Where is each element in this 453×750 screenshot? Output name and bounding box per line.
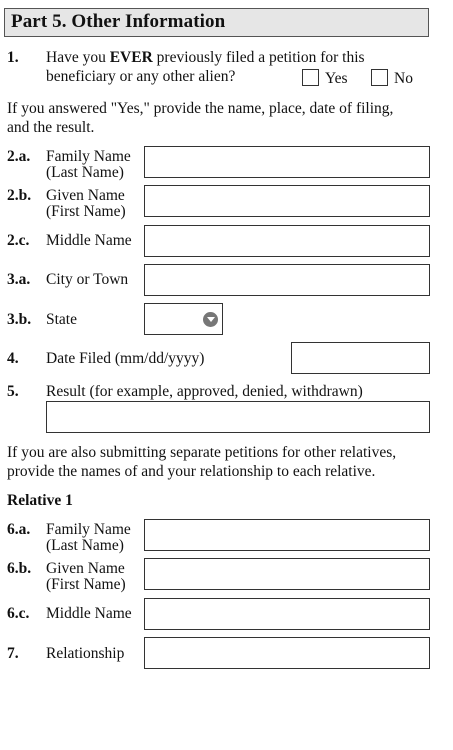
instruction-2-line1: If you are also submitting separate petitions for other relatives, <box>7 444 397 461</box>
relative-middle-name-field[interactable] <box>144 598 430 630</box>
q1-text-pre: Have you <box>46 49 110 66</box>
yes-checkbox[interactable] <box>302 69 319 86</box>
result-field[interactable] <box>46 401 430 433</box>
q3b-number: 3.b. <box>7 311 32 328</box>
relative-given-name-field[interactable] <box>144 558 430 590</box>
instruction-1-line1: If you answered "Yes," provide the name, place, date of filing, <box>7 100 394 117</box>
q3a-label: City or Town <box>46 271 129 288</box>
q6a-label-line1: Family Name <box>46 521 131 538</box>
q6b-number: 6.b. <box>7 560 32 577</box>
q4-label: Date Filed (mm/dd/yyyy) <box>46 350 205 367</box>
q6b-label-line1: Given Name <box>46 560 125 577</box>
q6c-number: 6.c. <box>7 605 30 622</box>
section-title: Part 5. Other Information <box>11 11 226 32</box>
q4-number: 4. <box>7 350 19 367</box>
q2b-number: 2.b. <box>7 187 32 204</box>
q1-number: 1. <box>7 49 19 66</box>
section-header <box>4 8 429 37</box>
q2a-number: 2.a. <box>7 148 31 165</box>
q3a-number: 3.a. <box>7 271 31 288</box>
q2b-label-line2: (First Name) <box>46 203 126 220</box>
relative-1-heading: Relative 1 <box>7 492 73 509</box>
q1-text-bold: EVER <box>109 49 153 66</box>
q3b-label: State <box>46 311 77 328</box>
no-label: No <box>394 70 413 87</box>
given-name-field[interactable] <box>144 185 430 217</box>
q5-number: 5. <box>7 383 19 400</box>
middle-name-field[interactable] <box>144 225 430 257</box>
relationship-field[interactable] <box>144 637 430 669</box>
instruction-1-line2: and the result. <box>7 119 95 136</box>
instruction-2-line2: provide the names of and your relationship to each relative. <box>7 463 376 480</box>
q6c-label: Middle Name <box>46 605 132 622</box>
q5-label: Result (for example, approved, denied, withdrawn) <box>46 383 363 400</box>
q7-label: Relationship <box>46 645 125 662</box>
q1-text-post: previously filed a petition for this <box>152 49 365 66</box>
family-name-field[interactable] <box>144 146 430 178</box>
q2c-number: 2.c. <box>7 232 30 249</box>
q2a-label-line2: (Last Name) <box>46 164 124 181</box>
state-select[interactable] <box>144 303 223 335</box>
no-checkbox[interactable] <box>371 69 388 86</box>
q6b-label-line2: (First Name) <box>46 576 126 593</box>
q6a-label-line2: (Last Name) <box>46 537 124 554</box>
q2a-label-line1: Family Name <box>46 148 131 165</box>
q1-text-line2: beneficiary or any other alien? <box>46 68 236 85</box>
q2c-label: Middle Name <box>46 232 132 249</box>
q6a-number: 6.a. <box>7 521 31 538</box>
q2b-label-line1: Given Name <box>46 187 125 204</box>
city-field[interactable] <box>144 264 430 296</box>
date-filed-field[interactable] <box>291 342 430 374</box>
yes-label: Yes <box>325 70 348 87</box>
relative-family-name-field[interactable] <box>144 519 430 551</box>
q1-text <box>46 49 365 66</box>
q7-number: 7. <box>7 645 19 662</box>
chevron-down-icon[interactable] <box>203 312 218 327</box>
